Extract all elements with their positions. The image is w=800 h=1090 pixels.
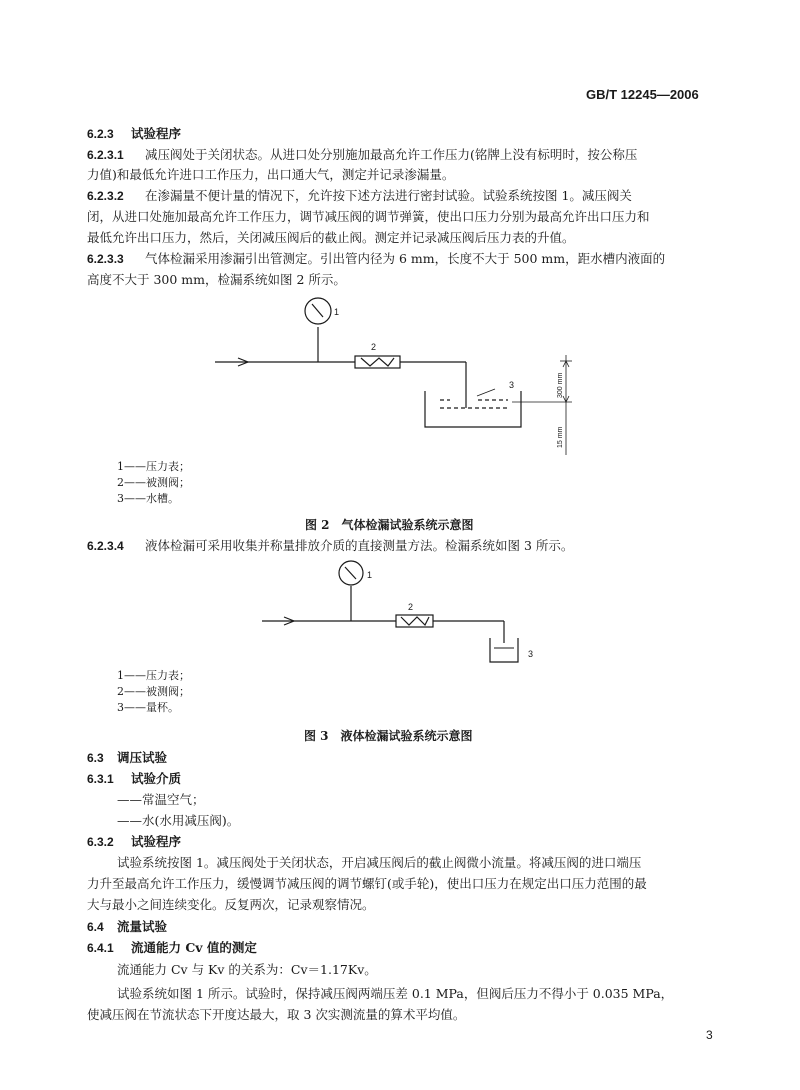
figure-3-caption: 图 3 液体检漏试验系统示意图 [304, 729, 473, 743]
paragraph-text: 液体检漏可采用收集并称量排放介质的直接测量方法。检漏系统如图 3 所示。 [145, 538, 574, 553]
section-title: 试验程序 [131, 126, 182, 141]
water-tank-icon [425, 391, 521, 427]
tested-valve-icon [355, 356, 400, 368]
clause-number: 6.2.3.3 [87, 252, 124, 266]
section-title: 试验程序 [131, 834, 182, 849]
paragraph-6-2-3-2-line1 [87, 187, 632, 205]
clause-number: 6.2.3.1 [87, 148, 124, 162]
dimension-300mm: 300 mm [557, 372, 564, 398]
paragraph-6-2-3-2-line2: 闭，从进口处施加最高允许工作压力，调节减压阀的调节弹簧，使出口压力分别为最高允许出口压力和 [87, 209, 650, 224]
clause-number: 6.2.3.2 [87, 189, 124, 203]
legend-item: 1——压力表； [117, 669, 190, 682]
section-number: 6.2.3 [87, 127, 114, 141]
figure-2-label-2: 2 [371, 342, 377, 352]
list-item: ——水(水用减压阀)。 [117, 813, 240, 828]
figure-2-diagram [0, 290, 800, 465]
section-number: 6.3 [87, 751, 104, 765]
paragraph-text: 减压阀处于关闭状态。从进口处分别施加最高允许工作压力(铭牌上没有标明时，按公称压 [145, 147, 638, 162]
paragraph-6-2-3-1-line2: 力值)和最低允许进口工作压力，出口通大气，测定并记录渗漏量。 [87, 167, 455, 182]
figure-3-legend [117, 668, 190, 716]
section-6-4-1-heading [87, 939, 257, 957]
legend-item: 2——被测阀； [117, 476, 190, 489]
paragraph-6-2-3-1-line1 [87, 146, 637, 164]
list-item: ——常温空气； [117, 792, 205, 807]
section-title: 试验介质 [131, 771, 182, 786]
legend-item: 1——压力表； [117, 460, 190, 473]
section-6-3-heading [87, 749, 167, 767]
section-6-3-1-heading [87, 770, 181, 788]
dimension-15mm: 15 mm [557, 426, 564, 448]
paragraph-6-3-2-line1: 试验系统按图 1。减压阀处于关闭状态，开启减压阀后的截止阀微小流量。将减压阀的进口端压 [117, 855, 642, 870]
cv-kv-relation: 流通能力 Cv 与 Kv 的关系为：Cv＝1.17Kv。 [117, 962, 377, 977]
paragraph-text: 在渗漏量不便计量的情况下，允许按下述方法进行密封试验。试验系统按图 1。减压阀关 [145, 188, 632, 203]
gauge-needle [312, 304, 323, 317]
section-title: 流量试验 [117, 919, 168, 934]
section-number: 6.3.1 [87, 772, 114, 786]
paragraph-6-4-1-line1: 试验系统如图 1 所示。试验时，保持减压阀两端压差 0.1 MPa，但阀后压力不得小于 0.035 MPa， [117, 986, 674, 1001]
legend-item: 3——水槽。 [117, 492, 179, 505]
paragraph-6-3-2-line3: 大与最小之间连续变化。反复两次，记录观察情况。 [87, 897, 375, 912]
paragraph-text: 气体检漏采用渗漏引出管测定。引出管内径为 6 mm，长度不大于 500 mm，距水槽内液面的 [145, 251, 666, 266]
figure-2-label-1: 1 [334, 307, 340, 317]
gauge-needle [345, 567, 356, 579]
section-number: 6.3.2 [87, 835, 114, 849]
clause-number: 6.2.3.4 [87, 539, 124, 553]
section-6-4-heading [87, 918, 167, 936]
figure-3-diagram [0, 558, 800, 668]
figure-2-legend [117, 459, 190, 507]
figure-3-label-1: 1 [367, 570, 373, 580]
section-title: 流通能力 Cv 值的测定 [131, 940, 257, 955]
legend-item: 2——被测阀； [117, 685, 190, 698]
section-6-2-3-heading [87, 125, 181, 143]
legend-item: 3——量杯。 [117, 701, 179, 714]
paragraph-6-4-1-line2: 使减压阀在节流状态下开度达最大，取 3 次实测流量的算术平均值。 [87, 1007, 466, 1022]
section-number: 6.4.1 [87, 941, 114, 955]
section-title: 调压试验 [117, 750, 168, 765]
paragraph-6-3-2-line2: 力升至最高允许工作压力，缓慢调节减压阀的调节螺钉(或手轮)，使出口压力在规定出口压力范围的最 [87, 876, 647, 891]
figure-3-label-2: 2 [408, 602, 414, 612]
paragraph-6-2-3-4 [87, 537, 573, 555]
paragraph-6-2-3-2-line3: 最低允许出口压力，然后，关闭减压阀后的截止阀。测定并记录减压阀后压力表的升值。 [87, 230, 575, 245]
paragraph-6-2-3-3-line2: 高度不大于 300 mm，检漏系统如图 2 所示。 [87, 272, 346, 287]
page-number: 3 [706, 1028, 713, 1042]
paragraph-6-2-3-3-line1 [87, 250, 665, 268]
section-number: 6.4 [87, 920, 104, 934]
section-6-3-2-heading [87, 833, 181, 851]
figure-2-caption: 图 2 气体检漏试验系统示意图 [305, 518, 474, 532]
figure-3-label-3: 3 [528, 649, 534, 659]
figure-2-label-3: 3 [509, 380, 515, 390]
standard-number: GB/T 12245—2006 [586, 87, 699, 102]
